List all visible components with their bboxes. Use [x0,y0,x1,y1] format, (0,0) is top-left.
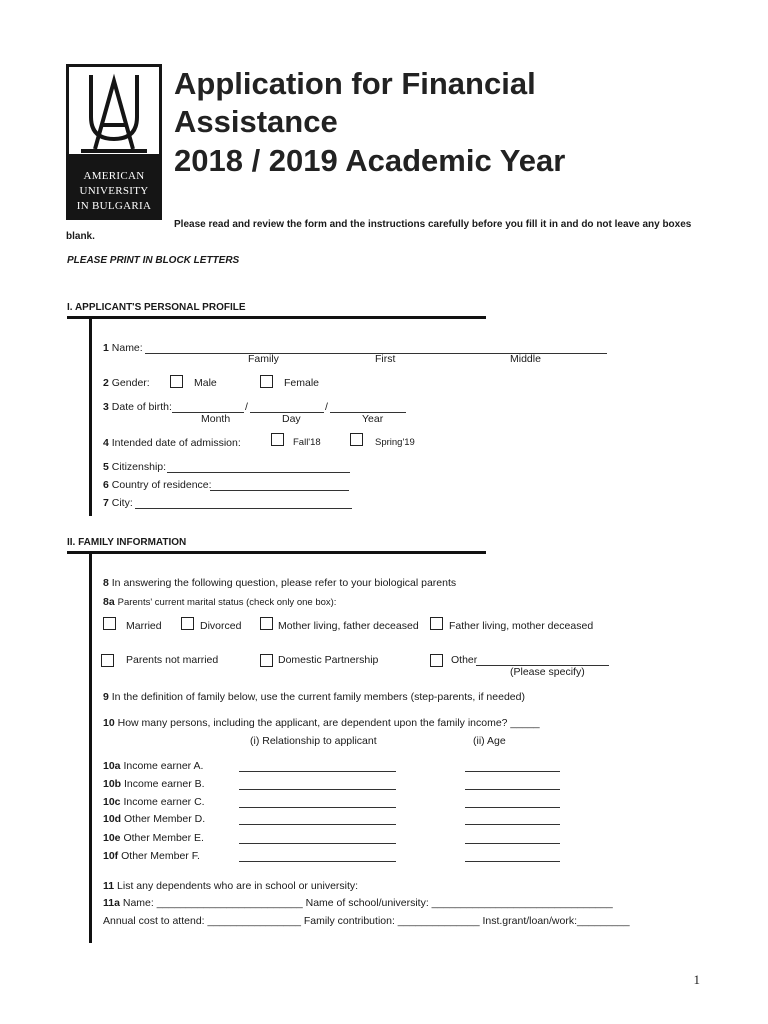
status-mother-living-label: Mother living, father deceased [278,620,419,632]
status-divorced-label: Divorced [200,620,242,632]
status-other-checkbox[interactable] [430,654,443,667]
q8-text: 8 In answering the following question, please refer to your biological parents [103,577,457,589]
logo-text-line-2: UNIVERSITY [79,185,149,197]
city-label: 7 City: [103,497,133,509]
page-title-line-3: 2018 / 2019 Academic Year [174,143,566,178]
member-c-age-field[interactable] [465,807,560,808]
name-label: 1 Name: [103,342,143,354]
status-not-married-label: Parents not married [126,654,219,666]
member-b-label: 10b Income earner B. [103,778,205,790]
section-2-rule [67,551,486,554]
dob-slash-1: / [245,401,248,413]
status-divorced-checkbox[interactable] [181,617,194,630]
dob-label: 3 Date of birth: [103,401,172,413]
member-a-age-field[interactable] [465,771,560,772]
status-mother-living-checkbox[interactable] [260,617,273,630]
annual-cost-line: Annual cost to attend: ________________ Family contribution: ______________ Inst.grant/loan/work:_________ [103,915,630,927]
member-e-label: 10e Other Member E. [103,832,204,844]
member-b-relationship-field[interactable] [239,789,396,790]
admission-spring-label: Spring'19 [375,437,415,448]
col-relationship-header: (i) Relationship to applicant [250,735,377,747]
member-c-relationship-field[interactable] [239,807,396,808]
member-b-age-field[interactable] [465,789,560,790]
name-middle-caption: Middle [510,353,541,365]
instructions-text: Please read and review the form and the instructions carefully before you fill it in and do not leave any boxes [174,219,692,230]
member-a-relationship-field[interactable] [239,771,396,772]
section-2-title: II. FAMILY INFORMATION [67,537,187,548]
residence-label: 6 Country of residence: [103,479,212,491]
print-note: PLEASE PRINT IN BLOCK LETTERS [67,255,240,266]
gender-label: 2 Gender: [103,377,150,389]
dob-day-caption: Day [282,413,301,425]
section-1-title: I. APPLICANT'S PERSONAL PROFILE [67,302,246,313]
logo-text-line-3: IN BULGARIA [76,200,152,212]
gender-male-checkbox[interactable] [170,375,183,388]
status-domestic-partnership-checkbox[interactable] [260,654,273,667]
name-family-caption: Family [248,353,279,365]
logo-au-mark-icon [69,67,159,154]
section-1-side-rule [89,316,92,516]
status-not-married-checkbox[interactable] [101,654,114,667]
member-d-label: 10d Other Member D. [103,813,206,825]
q10-text: 10 How many persons, including the applicant, are dependent upon the family income? _____ [103,717,540,729]
admission-label: 4 Intended date of admission: [103,437,241,449]
logo-text-line-1: AMERICAN [83,170,145,182]
city-field[interactable] [135,508,352,509]
member-f-label: 10f Other Member F. [103,850,200,862]
q11a-line: 11a Name: _________________________ Name of school/university: _______________________________ [103,897,613,909]
member-f-relationship-field[interactable] [239,861,396,862]
col-age-header: (ii) Age [473,735,506,747]
logo-emblem [69,67,159,154]
admission-fall-label: Fall'18 [293,437,321,448]
status-father-living-label: Father living, mother deceased [449,620,594,632]
section-2-side-rule [89,551,92,943]
q11-text: 11 List any dependents who are in school or university: [103,880,359,892]
admission-spring-checkbox[interactable] [350,433,363,446]
q9-text: 9 In the definition of family below, use the current family members (step-parents, if needed) [103,691,525,703]
q8a-text: 8a Parents' current marital status (check only one box): [103,596,337,608]
gender-male-label: Male [194,377,217,389]
member-d-relationship-field[interactable] [239,824,396,825]
member-e-age-field[interactable] [465,843,560,844]
member-f-age-field[interactable] [465,861,560,862]
citizenship-field[interactable] [167,472,350,473]
member-c-label: 10c Income earner C. [103,796,205,808]
member-d-age-field[interactable] [465,824,560,825]
status-married-label: Married [126,620,162,632]
page-title-line-2: Assistance [174,104,338,139]
page-title-line-1: Application for Financial [174,66,536,101]
status-domestic-partnership-label: Domestic Partnership [278,654,379,666]
status-other-label: Other [451,654,478,666]
residence-field[interactable] [210,490,349,491]
university-logo [66,64,162,220]
member-e-relationship-field[interactable] [239,843,396,844]
status-other-hint: (Please specify) [510,666,585,678]
citizenship-label: 5 Citizenship: [103,461,167,473]
gender-female-checkbox[interactable] [260,375,273,388]
name-first-caption: First [375,353,396,365]
dob-month-caption: Month [201,413,231,425]
dob-year-caption: Year [362,413,384,425]
page-number: 1 [693,972,700,987]
section-1-rule [67,316,486,319]
instructions-text-cont: blank. [66,231,95,242]
gender-female-label: Female [284,377,320,389]
member-a-label: 10a Income earner A. [103,760,204,772]
dob-slash-2: / [325,401,328,413]
status-father-living-checkbox[interactable] [430,617,443,630]
admission-fall-checkbox[interactable] [271,433,284,446]
status-married-checkbox[interactable] [103,617,116,630]
